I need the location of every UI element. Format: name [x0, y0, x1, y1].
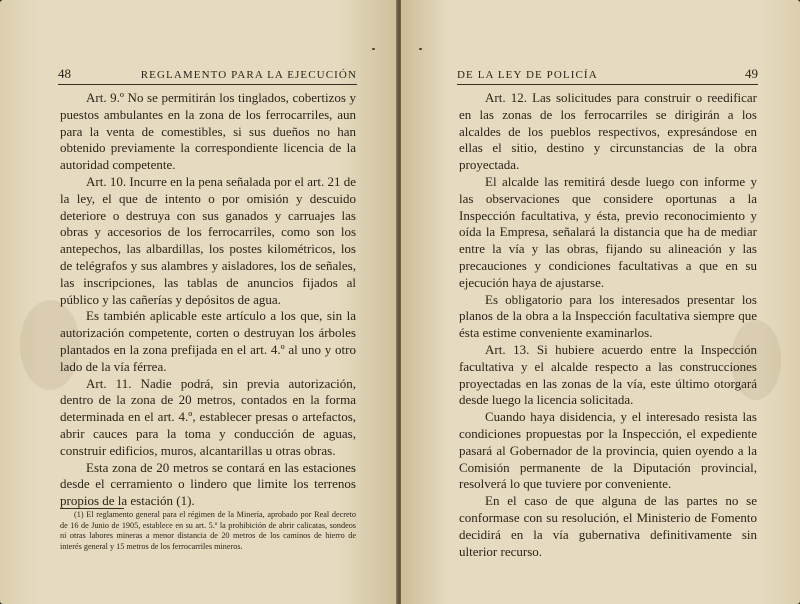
article-12-paragraph: Art. 12. Las solicitudes para construir o reedificar en las zonas de los ferrocarriles se dirigirán a los alcaldes de los pueblos respectivos, expresándose en ellas el sitio, destino y circunstancias de la obra proyectada. — [459, 90, 757, 173]
right-page-number: 49 — [745, 66, 758, 81]
article-9-paragraph: Art. 9.º No se permitirán los tinglados, cobertizos y puestos ambulantes en la zona de los ferrocarriles, aun para la venta de comestibles, si sus dueños no han obtenido previamente la correspondiente licencia de la autoridad competente. — [60, 90, 356, 173]
article-10-trees-paragraph: Es también aplicable este artículo a los que, sin la autorización competente, corten o destruyan los árboles plantados en la zona prefijada en el art. 4.º al uno y otro lado de la vía férrea. — [60, 308, 356, 374]
left-page — [0, 0, 397, 604]
footnote-rule — [60, 508, 124, 509]
footnote — [60, 510, 356, 552]
article-13-disidencia-paragraph: Cuando haya disidencia, y el interesado resista las condiciones propuestas por la Inspección, el expediente pasará al Gobernador de la provincia, quien oyendo a la Comisión permanente de la Diputación provincial, resolverá lo que tuviere por conveniente. — [459, 409, 757, 492]
right-page — [401, 0, 800, 604]
article-13-paragraph: Art. 13. Si hubiere acuerdo entre la Inspección facultativa y el alcalde respecto a las construcciones proyectadas en las zonas de la vía, este último otorgará desde luego la licencia solicitada. — [459, 341, 757, 408]
article-12-planos-paragraph: Es obligatorio para los interesados presentar los planos de la obra a la Inspección facultativa siempre que ésta estime conveniente examinarlos. — [459, 291, 757, 341]
article-11-paragraph: Art. 11. Nadie podrá, sin previa autorización, dentro de la zona de 20 metros, contados en la forma determinada en el art. 4.º, establecer presas o artefactos, abrir cauces para la toma y conducción de aguas, construir edificios, muros, alcantarillas u otras obras. — [60, 375, 356, 458]
left-page-body — [60, 90, 356, 510]
article-10-paragraph: Art. 10. Incurre en la pena señalada por el art. 21 de la ley, el que de intento o por omisión y descuido deteriore o destruya con sus ganados y carruajes las obras y accesorios de los ferrocarriles, como son los antepechos, las albardillas, los postes kilométricos, los de telégrafos y sus alambres y aisladores, los de señales, las inscripciones, las tablas de anuncios fijados al público y las cañerías y depósitos de agua. — [60, 173, 356, 307]
article-13-recurso-paragraph: En el caso de que alguna de las partes no se conformase con su resolución, el Ministerio de Fomento decidirá en la vía gubernativa definitivamente sin ulterior recurso. — [459, 493, 757, 559]
right-page-body — [459, 90, 757, 560]
article-12-alcalde-paragraph: El alcalde las remitirá desde luego con informe y las observaciones que considere oportunas a la Inspección facultativa, y ésta, previo reconocimiento y oída la Empresa, señalará la distancia que ha de mediar entre la vía y las obras, fijando su alineación y las precauciones y condiciones facultativas a que en su ejecución haya de ajustarse. — [459, 173, 757, 290]
right-running-title: DE LA LEY DE POLICÍA — [457, 69, 598, 81]
right-header-rule — [457, 84, 758, 85]
left-running-title: REGLAMENTO PARA LA EJECUCIÓN — [140, 69, 357, 81]
right-page-header — [457, 66, 758, 82]
article-11-stations-paragraph: Esta zona de 20 metros se contará en las estaciones desde el cerramiento o lindero que limite los terrenos propios de la estación (1). — [60, 459, 356, 509]
paper-speck — [372, 48, 375, 50]
left-header-rule — [58, 84, 357, 85]
left-page-header — [58, 66, 357, 82]
left-page-number: 48 — [58, 66, 71, 81]
paper-speck — [419, 48, 422, 50]
footnote-text: (1) El reglamento general para el régimen de la Minería, aprobado por Real decreto de 16 de Junio de 1905, establece en su art. 5.º la prohibición de abrir calicatas, sondeos ni otras labores mineras a menor distancia de 20 metros de los caminos de hierro de interés general y 15 metros de los ferrocarriles mineros. — [60, 510, 356, 551]
